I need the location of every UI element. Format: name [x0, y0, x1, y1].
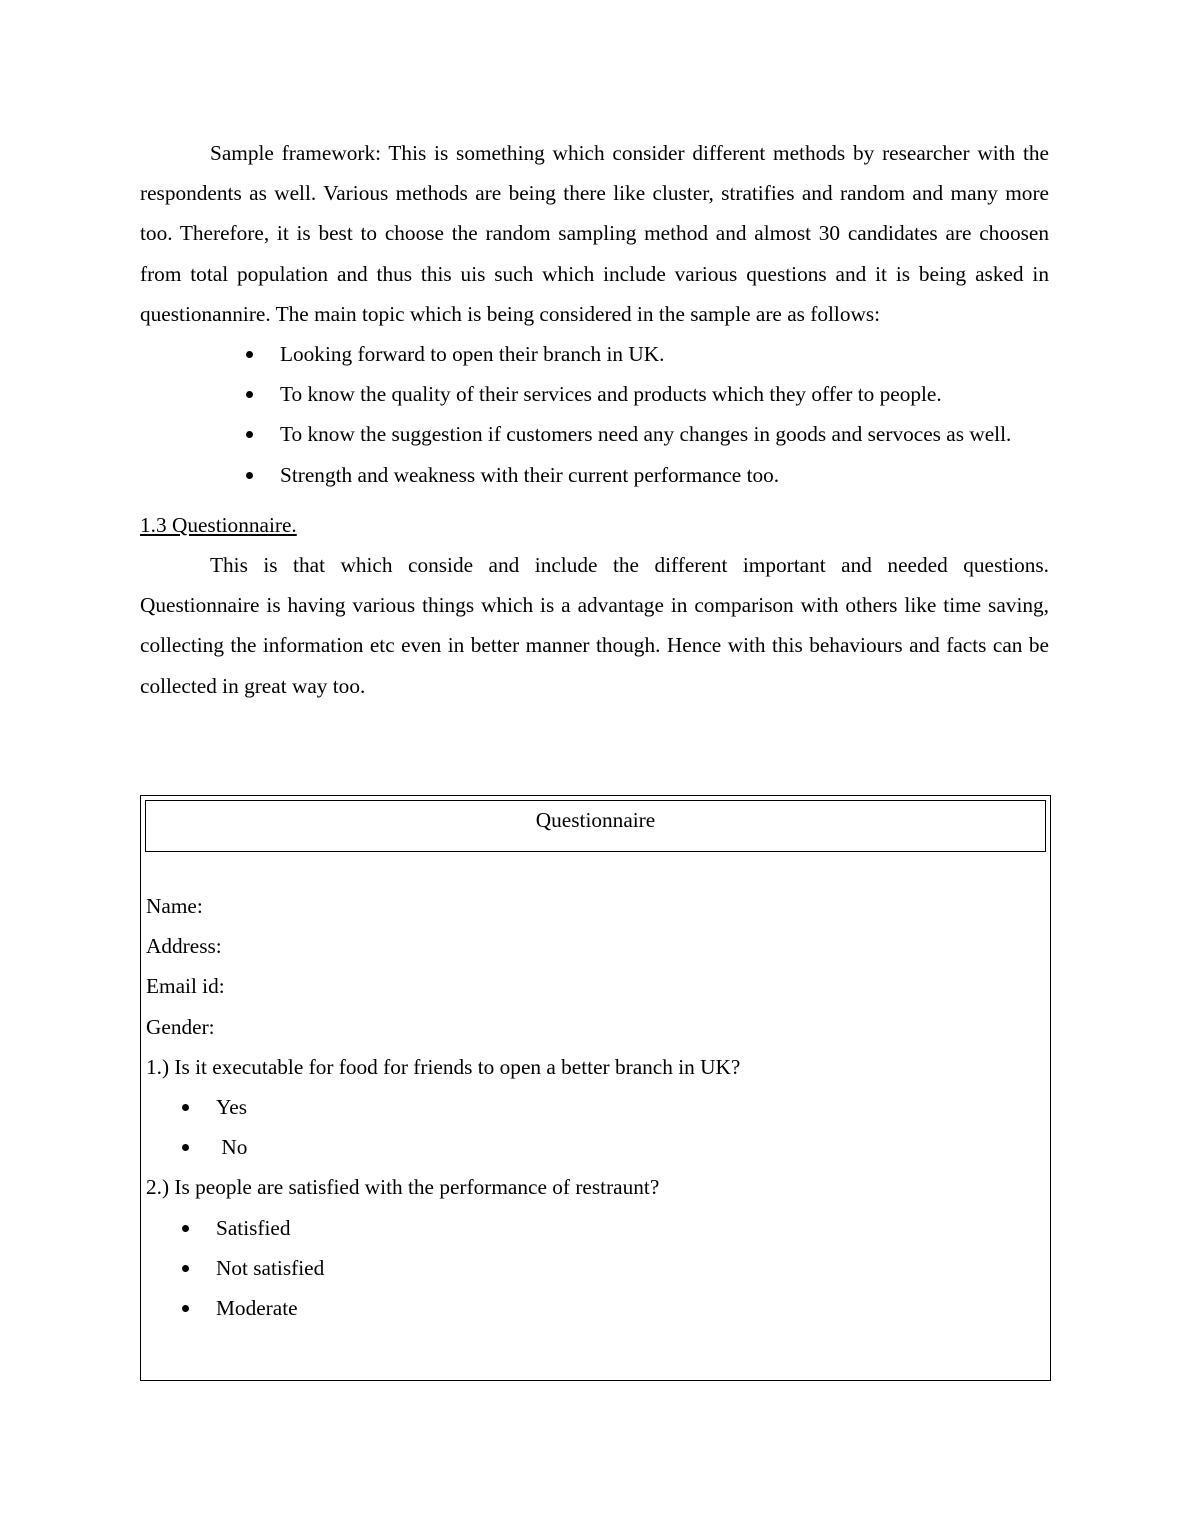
question-1-options — [146, 1087, 1041, 1167]
name-field-label: Name: — [146, 894, 203, 918]
option-not-satisfied: Not satisfied — [216, 1248, 1041, 1288]
questionnaire-body — [146, 886, 1041, 1328]
section-heading: 1.3 Questionnaire. — [140, 512, 297, 537]
list-item: Looking forward to open their branch in UK. — [280, 334, 1049, 374]
question-2: 2.) Is people are satisfied with the performance of restraunt? — [146, 1175, 660, 1200]
option-moderate: Moderate — [216, 1288, 1041, 1328]
question-2-options — [146, 1208, 1041, 1329]
address-field-label: Address: — [146, 934, 222, 959]
gender-field-label: Gender: — [146, 1014, 215, 1039]
option-no: No — [216, 1127, 1041, 1167]
sample-topics-list — [140, 334, 1049, 495]
questionnaire-paragraph: This is that which conside and include the different important and needed questions. Questionnaire is having various things which is a advantage in comparison with others like time saving, collecting the information etc even in better manner though. Hence with this behaviours and facts can be collected in great way too. — [140, 553, 1049, 698]
questionnaire-box — [140, 795, 1051, 1381]
list-item: To know the quality of their services and products which they offer to people. — [280, 374, 1049, 414]
document-page — [140, 133, 1049, 706]
option-satisfied: Satisfied — [216, 1208, 1041, 1248]
list-item: To know the suggestion if customers need any changes in goods and servoces as well. — [280, 414, 1049, 454]
email-field-label: Email id: — [146, 974, 225, 999]
list-item: Strength and weakness with their current performance too. — [280, 455, 1049, 495]
questionnaire-title: Questionnaire — [145, 800, 1046, 852]
question-1: 1.) Is it executable for food for friends to open a better branch in UK? — [146, 1054, 741, 1079]
option-yes: Yes — [216, 1087, 1041, 1127]
sample-framework-paragraph: Sample framework: This is something which consider different methods by researcher with the respondents as well. Various methods are being there like cluster, stratifies and random and many more too. Therefore, it is best to choose the random sampling method and almost 30 candidates are choosen from total population and thus this uis such which include various questions and it is being asked in questionannire. The main topic which is being considered in the sample are as follows: — [140, 141, 1049, 326]
